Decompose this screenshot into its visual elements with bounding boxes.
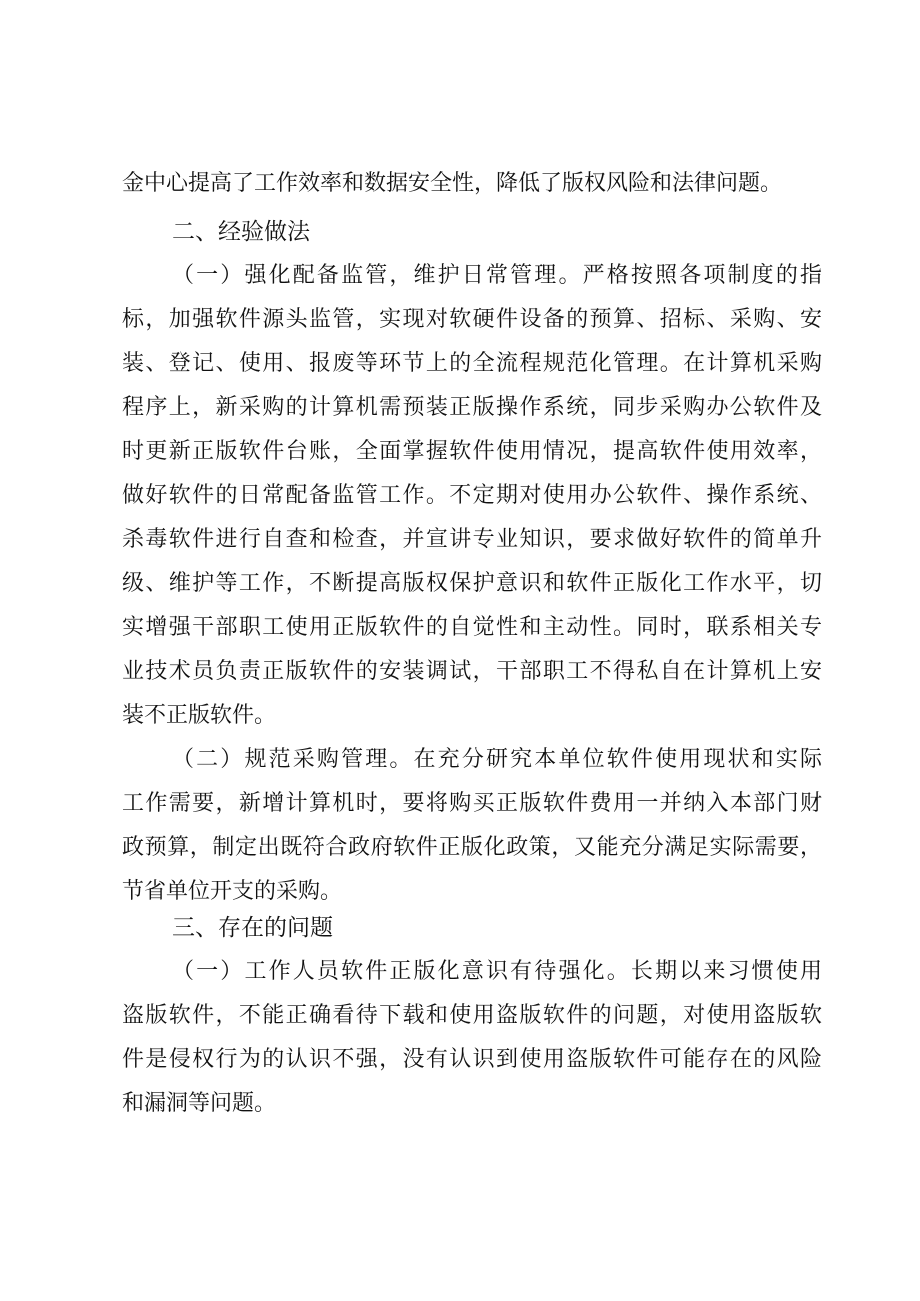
- paragraph-line: 时更新正版软件台账，全面掌握软件使用情况，提高软件使用效率，: [122, 439, 822, 464]
- paragraph-line: 业技术员负责正版软件的安装调试，干部职工不得私自在计算机上安: [122, 659, 822, 684]
- paragraph-line: 工作需要，新增计算机时，要将购买正版软件费用一并纳入本部门财: [122, 791, 822, 816]
- paragraph-line: 实增强干部职工使用正版软件的自觉性和主动性。同时，联系相关专: [122, 615, 822, 640]
- paragraph-line: 节省单位开支的采购。: [122, 879, 343, 904]
- paragraph-line: 装、登记、使用、报废等环节上的全流程规范化管理。在计算机采购: [122, 351, 822, 376]
- section-heading-problems: 三、存在的问题: [172, 915, 333, 941]
- paragraph-line: 装不正版软件。: [122, 703, 277, 728]
- paragraph-line: 件是侵权行为的认识不强，没有认识到使用盗版软件可能存在的风险: [122, 1047, 822, 1072]
- paragraph-line: 金中心提高了工作效率和数据安全性，降低了版权风险和法律问题。: [122, 171, 783, 196]
- paragraph-line: （一）强化配备监管，维护日常管理。严格按照各项制度的指: [172, 263, 822, 288]
- paragraph-line: （二）规范采购管理。在充分研究本单位软件使用现状和实际: [172, 747, 822, 772]
- paragraph-line: 和漏洞等问题。: [122, 1091, 277, 1116]
- section-heading-experience: 二、经验做法: [172, 219, 310, 245]
- paragraph-line: （一）工作人员软件正版化意识有待强化。长期以来习惯使用: [172, 959, 822, 984]
- paragraph-line: 杀毒软件进行自查和检查，并宣讲专业知识，要求做好软件的简单升: [122, 527, 822, 552]
- paragraph-line: 盗版软件，不能正确看待下载和使用盗版软件的问题，对使用盗版软: [122, 1003, 822, 1028]
- paragraph-line: 程序上，新采购的计算机需预装正版操作系统，同步采购办公软件及: [122, 395, 822, 420]
- paragraph-line: 政预算，制定出既符合政府软件正版化政策，又能充分满足实际需要，: [122, 835, 822, 860]
- paragraph-line: 级、维护等工作，不断提高版权保护意识和软件正版化工作水平，切: [122, 571, 822, 596]
- paragraph-line: 做好软件的日常配备监管工作。不定期对使用办公软件、操作系统、: [122, 483, 822, 508]
- paragraph-line: 标，加强软件源头监管，实现对软硬件设备的预算、招标、采购、安: [122, 307, 822, 332]
